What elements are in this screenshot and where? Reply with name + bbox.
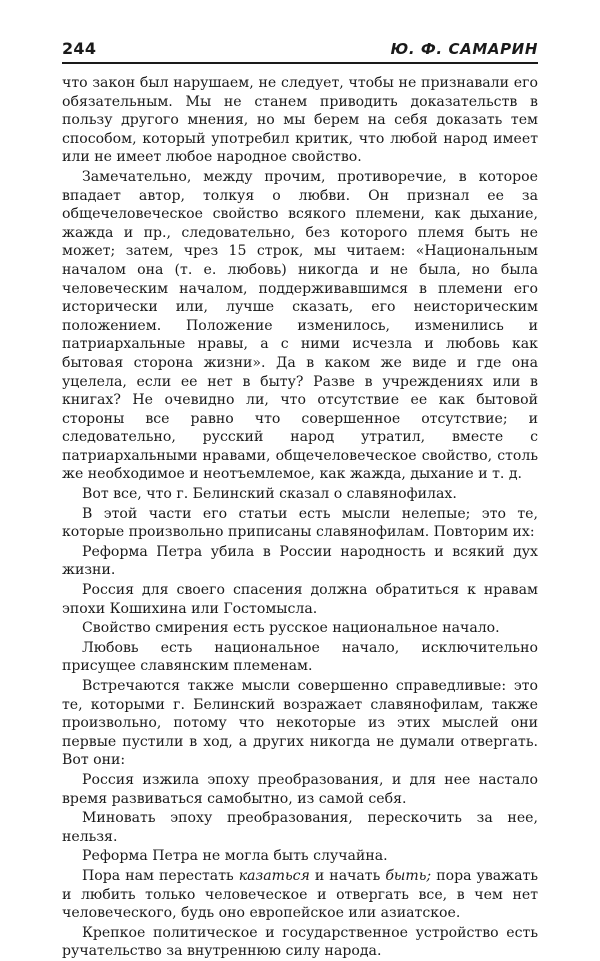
paragraph: Крепкое политическое и государственное устройство есть ручательство за внутреннюю силу народа. bbox=[62, 924, 538, 960]
paragraph: Россия изжила эпоху преобразования, и для нее настало время развиваться самобытно, из самой себя. bbox=[62, 771, 538, 807]
paragraph: Реформа Петра убила в России народность и всякий дух жизни. bbox=[62, 543, 538, 579]
paragraph: Реформа Петра не могла быть случайна. bbox=[82, 848, 388, 865]
emphasis-kazatsya: казаться bbox=[238, 867, 310, 884]
paragraph: Замечательно, между прочим, противоречие, в которое впадает автор, толкуя о любви. Он признал ее за общечеловеческое свойство всякого племени, как дыхание, жажда и пр., следовательно, без которого племя быть не может; затем, чрез 15 строк, мы читаем: «Национальным началом она (т. е. любовь) никогда и не была, но была человеческим началом, поддерживавшимся в племени его исторически или, лучше сказать, его неисторическим положением. Положение изменилось, изменились и патриархальные нравы, а с ними исчезла и любовь как бытовая сторона жизни». Да в каком же виде и где она уцелела, если ее нет в быту? Разве в учреждениях или в книгах? Не очевидно ли, что отсутствие ее как бытовой стороны все равно что совершенное отсутствие; и следовательно, русский народ утратил, вместе с патриархальными нравами, общечеловеческое свойство, столь же необходимое и неотъемлемое, как жажда, дыхание и т. д. bbox=[62, 168, 538, 483]
paragraph: Россия для своего спасения должна обратиться к нравам эпохи Кошихина или Гостомысла. bbox=[62, 582, 538, 617]
emphasis-byt: быть; bbox=[385, 867, 432, 884]
text-span: пора уважать и любить только человеческое и отвергать все, в чем нет человеческого, будь оно европейское или азиатское. bbox=[62, 867, 539, 922]
paragraph: Любовь есть национальное начало, исключительно присущее славянским племенам. bbox=[62, 639, 538, 675]
paragraph: Миновать эпоху преобразования, перескочить за нее, нельзя. bbox=[62, 810, 538, 845]
page-body bbox=[62, 74, 538, 961]
paragraph: Встречаются также мысли совершенно справедливые: это те, которыми г. Белинский возражает славянофилам, также произвольно, потому что некоторые из этих мыслей они первые пустили в ход, а других никогда не думали отвергать. Вот они: bbox=[62, 678, 538, 769]
text-span: и начать bbox=[309, 867, 386, 884]
paragraph-with-emphasis bbox=[62, 867, 538, 923]
paragraph: Вот все, что г. Белинский сказал о славянофилах. bbox=[82, 486, 457, 503]
page-number: 244 bbox=[62, 39, 97, 58]
text-span: Пора нам перестать bbox=[82, 867, 239, 884]
paragraph: В этой части его статьи есть мысли нелепые; это те, которые произвольно приписаны славянофилам. Повторим их: bbox=[62, 505, 538, 541]
paragraph-continued: что закон был нарушаем, не следует, чтобы не признавали его обязательным. Мы не станем приводить доказательств в пользу другого мнения, но мы берем на себя доказать тем способом, который употребил критик, что любой народ имеет или не имеет любое народное свойство. bbox=[62, 75, 538, 166]
page-header bbox=[62, 34, 538, 64]
running-head-author: Ю. Ф. САМАРИН bbox=[390, 40, 538, 58]
paragraph: Свойство смирения есть русское национальное начало. bbox=[82, 620, 500, 637]
